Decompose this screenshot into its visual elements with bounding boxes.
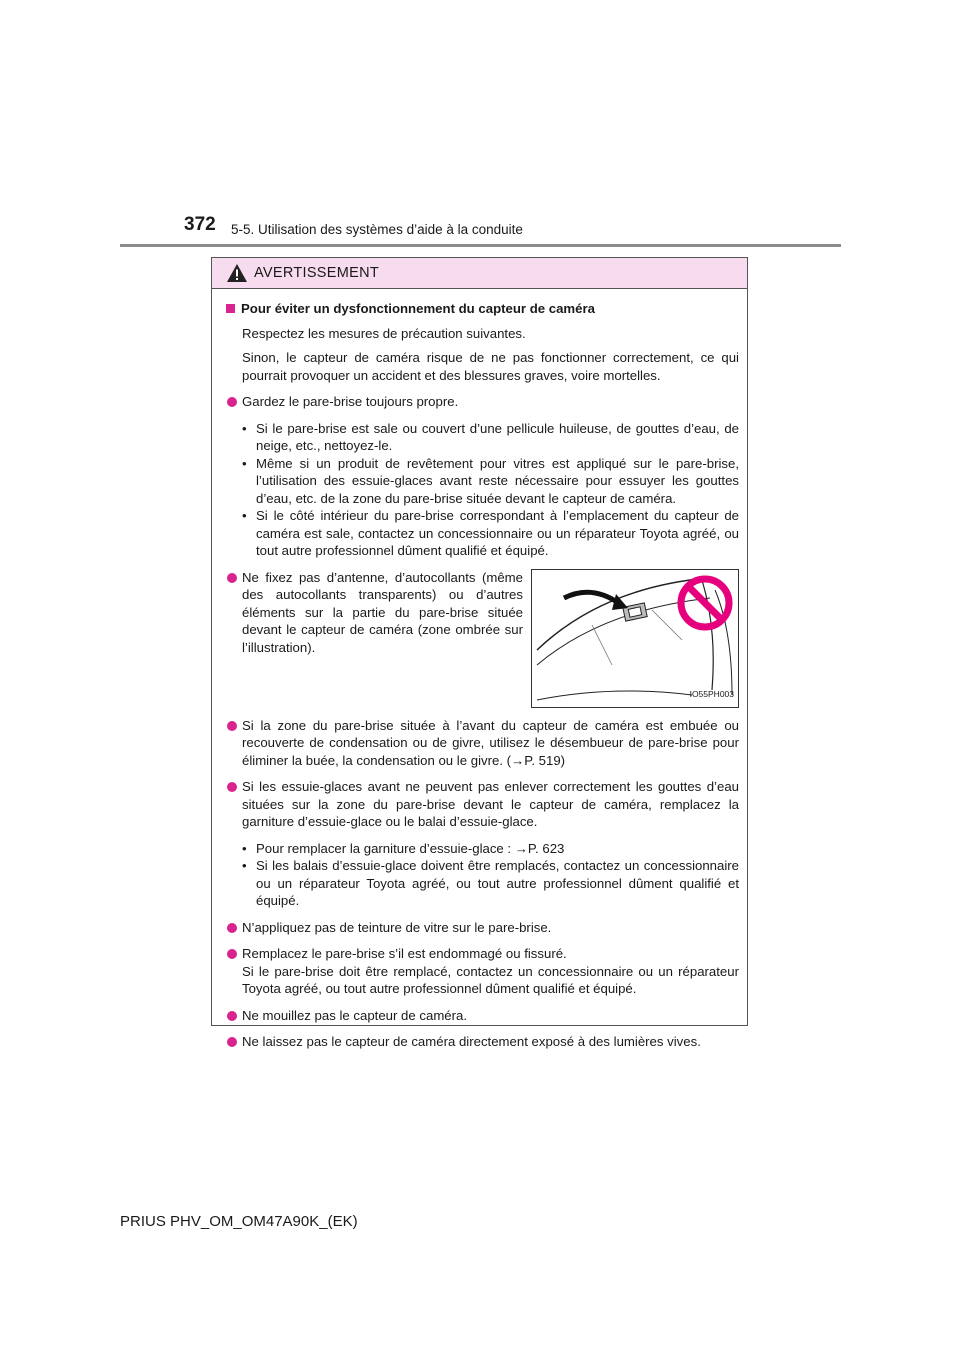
list-item: N’appliquez pas de teinture de vitre sur le pare-brise. [226,919,739,937]
page-number: 372 [184,214,216,235]
bullet-dot-icon [227,949,237,959]
prohibition-icon [676,574,734,632]
bullet-dot-icon [227,573,237,583]
list-item: Remplacez le pare-brise s’il est endommagé ou fissuré. Si le pare-brise doit être remplacé, contactez un concessionnaire ou un réparateur Toyota agréé, ou tout autre professionnel dûment qualifié et équipé. [226,945,739,998]
bullet-dot-icon [227,1037,237,1047]
warning-box [211,257,748,1049]
windshield-illustration [531,569,739,708]
warning-title: AVERTISSEMENT [254,265,380,281]
list-item: Gardez le pare-brise toujours propre. [226,393,739,411]
sub-item: • Si les balais d’essuie-glace doivent être remplacés, contactez un concessionnaire ou un réparateur Toyota agréé, ou tout autre professionnel dûment qualifié et équipé. [242,858,739,908]
intro-text: Sinon, le capteur de caméra risque de ne pas fonctionner correctement, ce qui pourrait provoquer un accident et des blessures graves, voire mortelles. [242,350,739,383]
bullet-dot-icon [227,721,237,731]
warning-triangle-icon [226,263,248,283]
bullet-dot-icon [227,782,237,792]
sub-item: • Si le pare-brise est sale ou couvert d’une pellicule huileuse, de gouttes d’eau, de neige, etc., nettoyez-le. [242,420,739,453]
list-item: Ne mouillez pas le capteur de caméra. [226,1007,739,1025]
warning-heading: Pour éviter un dysfonctionnement du capteur de caméra [226,300,739,318]
header-rule [120,244,841,247]
bullet-dot-icon [227,1011,237,1021]
section-title: 5-5. Utilisation des systèmes d’aide à la conduite [231,222,523,237]
list-item: Si les essuie-glaces avant ne peuvent pas enlever correctement les gouttes d’eau situées sur la zone du pare-brise devant le capteur de caméra, remplacez la garniture d’essuie-glace ou le balai d’essuie-glace. [226,778,739,831]
bullet-dot-icon [227,397,237,407]
document-code: PRIUS PHV_OM_OM47A90K_(EK) [120,1213,358,1230]
sub-item: • Si le côté intérieur du pare-brise correspondant à l’emplacement du capteur de caméra est sale, contactez un concessionnaire ou un réparateur Toyota agréé, ou tout autre professionnel dûment qualifié et équipé. [242,508,739,558]
list-item: Si la zone du pare-brise située à l’avant du capteur de caméra est embuée ou recouverte de condensation ou de givre, utilisez le désembueur de pare-brise pour éliminer la buée, la condensation ou le givre. (→P. 519) [226,717,739,770]
bullet-dot-icon [227,923,237,933]
warning-body [226,300,739,1051]
figure-row [226,569,739,708]
sub-item: • Pour remplacer la garniture d’essuie-glace : →P. 623 [242,840,565,856]
intro-text: Respectez les mesures de précaution suivantes. [242,325,526,341]
square-bullet-icon [226,304,235,313]
figure-label: IO55PH003 [689,689,734,699]
sub-item: • Même si un produit de revêtement pour vitres est appliqué sur le pare-brise, l’utilisation des essuie-glaces avant reste nécessaire pour essuyer les gouttes d’eau, etc. de la zone du pare-brise située devant le capteur de caméra. [242,455,739,506]
warning-header [212,258,747,289]
list-item: Ne fixez pas d’antenne, d’autocollants (même des autocollants transparents) ou d’autres éléments sur la partie du pare-brise située devant le capteur de caméra (zone ombrée sur l’illustration). [226,569,523,708]
list-item: Ne laissez pas le capteur de caméra directement exposé à des lumières vives. [226,1033,739,1051]
